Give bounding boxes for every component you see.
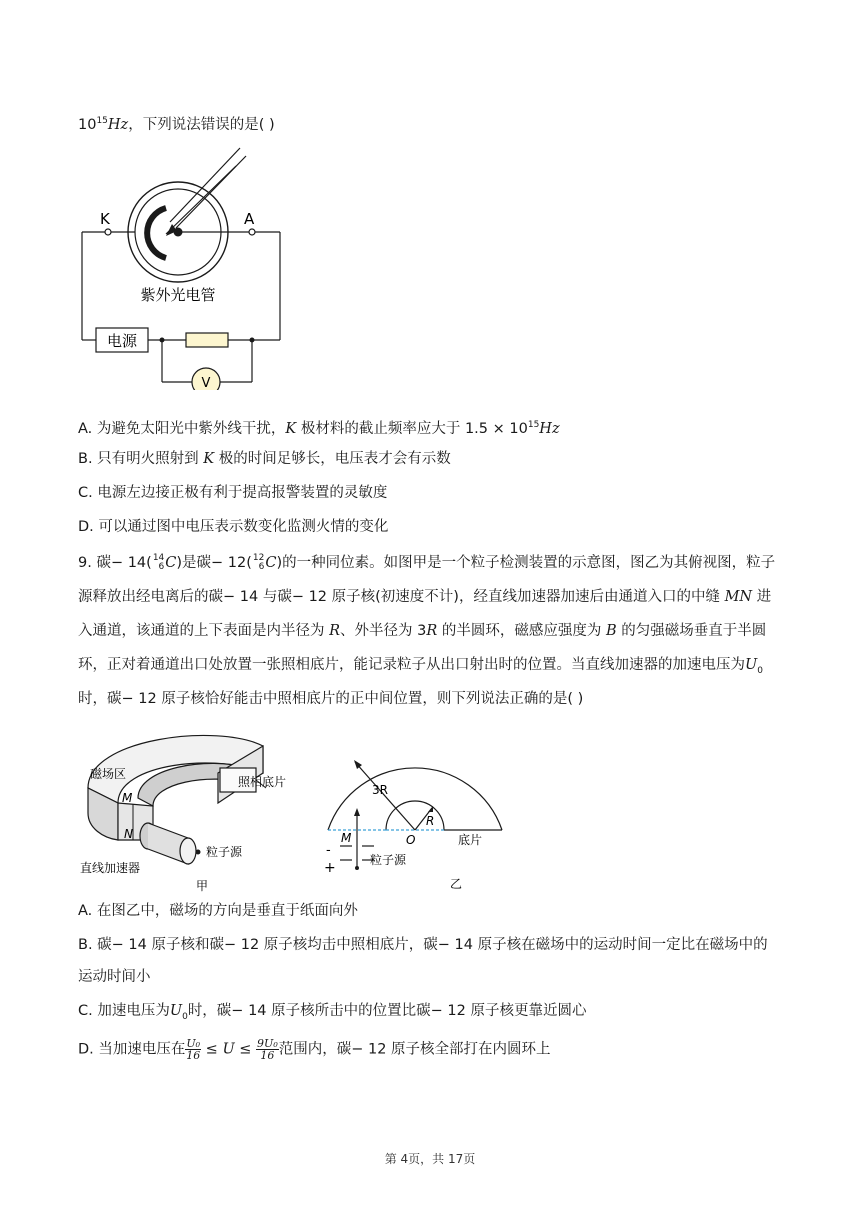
q9-l3c: 的半圆环，磁感应强度为: [437, 623, 607, 639]
q8-circuit-figure: [78, 140, 298, 390]
q9-d-frac1: [185, 1038, 201, 1061]
q8-stem-number: 10: [78, 116, 97, 133]
tube-label: 紫外光电管: [140, 286, 216, 304]
q8-option-d: D. 可以通过图中电压表示数变化监测火情的变化: [78, 519, 389, 535]
q9-d-frac2: [256, 1038, 279, 1061]
yi-plus: +: [324, 860, 336, 876]
q8-stem-unit: Hz: [107, 116, 129, 133]
q9-d-mid: ≤ U ≤: [201, 1041, 257, 1058]
q8-stem-exponent: 15: [96, 116, 108, 126]
q9-iso-c14-bot: 6: [158, 562, 165, 572]
yi-inner-label: R: [426, 814, 435, 828]
cathode-K: [147, 208, 166, 258]
q9-l3-R: R: [329, 623, 341, 639]
q9-stem-line1: [78, 552, 775, 574]
yi-film-label: 底片: [458, 833, 483, 847]
yi-caption: 乙: [450, 877, 463, 891]
q9-l1a: 9. 碳− 14(: [78, 555, 152, 571]
yi-source-label: 粒子源: [370, 853, 407, 867]
jia-M: M: [122, 791, 133, 805]
q9-l3d: 的匀强磁场垂直于半圆: [616, 623, 767, 639]
page-footer: 第 4页，共 17页: [384, 1152, 476, 1166]
inner-semicircle: [386, 801, 444, 830]
q9-l1b: )是碳− 12(: [176, 555, 252, 571]
q9-option-b-line1: B. 碳− 14 原子核和碳− 12 原子核均击中照相底片，碳− 14 原子核在磁场中的运动时间一定比在磁场中的: [78, 937, 768, 953]
resistor: [186, 333, 228, 347]
q9-option-b-line2: 运动时间小: [78, 969, 151, 985]
q9-d-frac2-den: 16: [260, 1049, 275, 1062]
q8-option-a-var: K: [285, 420, 297, 437]
voltmeter-label: V: [201, 376, 211, 390]
jia-field-label: 磁场区: [90, 767, 127, 781]
q8-option-a-exp: 15: [527, 420, 540, 430]
q9-d-a: D. 当加速电压在: [78, 1041, 186, 1058]
jia-film-label: 照相底片: [238, 775, 287, 789]
q9-figure-yi: [318, 728, 518, 898]
jia-N: N: [124, 827, 133, 841]
q9-l1c: )的一种同位素。如图甲是一个粒子检测装置的示意图，图乙为其俯视图，粒子: [276, 555, 776, 571]
q8-option-b-suffix: 极的时间足够长，电压表才会有示数: [214, 451, 451, 467]
q9-iso-c12: [253, 554, 264, 572]
jia-accel-label: 直线加速器: [80, 861, 141, 875]
q8-option-a-unit: Hz: [539, 420, 560, 437]
q8-stem-tail: [78, 110, 275, 136]
q9-d-frac1-den: 16: [186, 1049, 201, 1062]
q9-l4-U: U: [745, 657, 758, 673]
q9-iso-c14-sym: C: [165, 555, 177, 571]
jia-caption: 甲: [196, 879, 209, 893]
q9-l3-B: B: [606, 623, 617, 639]
q9-iso-c12-top: 12: [252, 553, 265, 563]
q9-d-frac2-num: 9U₀: [257, 1037, 278, 1050]
q8-stem-text: ，下列说法错误的是( ): [128, 116, 275, 133]
q9-iso-c12-sym: C: [265, 555, 277, 571]
q9-d-b: 范围内，碳− 12 原子核全部打在内圆环上: [278, 1041, 551, 1058]
q9-option-a: A. 在图乙中，磁场的方向是垂直于纸面向外: [78, 903, 358, 919]
q9-d-frac1-num: U₀: [186, 1037, 201, 1050]
q9-figure-jia: [78, 728, 318, 898]
anode-A: [174, 228, 183, 237]
yi-outer-label: 3R: [372, 783, 388, 797]
q9-stem-line5: 时，碳− 12 原子核恰好能击中照相底片的正中间位置，则下列说法正确的是( ): [78, 691, 584, 707]
q9-iso-c14-top: 14: [152, 553, 165, 563]
q9-l3a: 入通道，该通道的上下表面是内半径为: [78, 623, 330, 639]
yi-M: M: [341, 831, 352, 845]
q9-l3b: 、外半径为 3: [340, 623, 427, 639]
q8-option-a-text: A. 为避免太阳光中紫外线干扰，: [78, 420, 286, 437]
q9-l4a: 环，正对着通道出口处放置一张照相底片，能记录粒子从出口射出时的位置。当直线加速器的加速电压为: [78, 657, 745, 673]
jia-source-label: 粒子源: [206, 845, 243, 859]
q8-option-b-var: K: [203, 451, 215, 467]
yi-minus: -: [326, 843, 331, 858]
q9-c-sub: 0: [182, 1011, 188, 1022]
q9-iso-c12-bot: 6: [258, 562, 265, 572]
label-K: K: [100, 210, 110, 228]
q9-c-b: 时，碳− 14 原子核所击中的位置比碳− 12 原子核更靠近圆心: [187, 1003, 587, 1019]
q9-l2a: 源释放出经电离后的碳− 14 与碳− 12 原子核(初速度不计)，经直线加速器加速后由通道入口的中缝: [78, 589, 725, 605]
q9-stem-line3: [78, 620, 766, 642]
q8-option-c: C. 电源左边接正极有利于提高报警装置的灵敏度: [78, 485, 388, 501]
q8-option-b: [78, 448, 451, 470]
q9-iso-c14: [153, 554, 164, 572]
label-A: A: [244, 210, 255, 228]
q8-option-b-prefix: B. 只有明火照射到: [78, 451, 204, 467]
q9-l2-var: MN: [724, 589, 753, 605]
q9-c-a: C. 加速电压为: [78, 1003, 170, 1019]
q9-l4-sub: 0: [757, 665, 763, 676]
q9-c-U: U: [169, 1003, 183, 1019]
yi-O: O: [406, 833, 416, 847]
q8-option-a-mid: 极材料的截止频率应大于 1.5 × 10: [296, 420, 528, 437]
q9-stem-line4: [78, 654, 763, 682]
q9-stem-line2: [78, 586, 771, 608]
outer-semicircle: [328, 768, 502, 830]
power-source-label: 电源: [106, 332, 138, 350]
q9-l2b: 进: [752, 589, 772, 605]
q9-option-d: [78, 1038, 551, 1061]
q8-option-a: [78, 414, 560, 440]
q9-option-c: [78, 1000, 586, 1028]
q9-l3-R2: R: [426, 623, 438, 639]
